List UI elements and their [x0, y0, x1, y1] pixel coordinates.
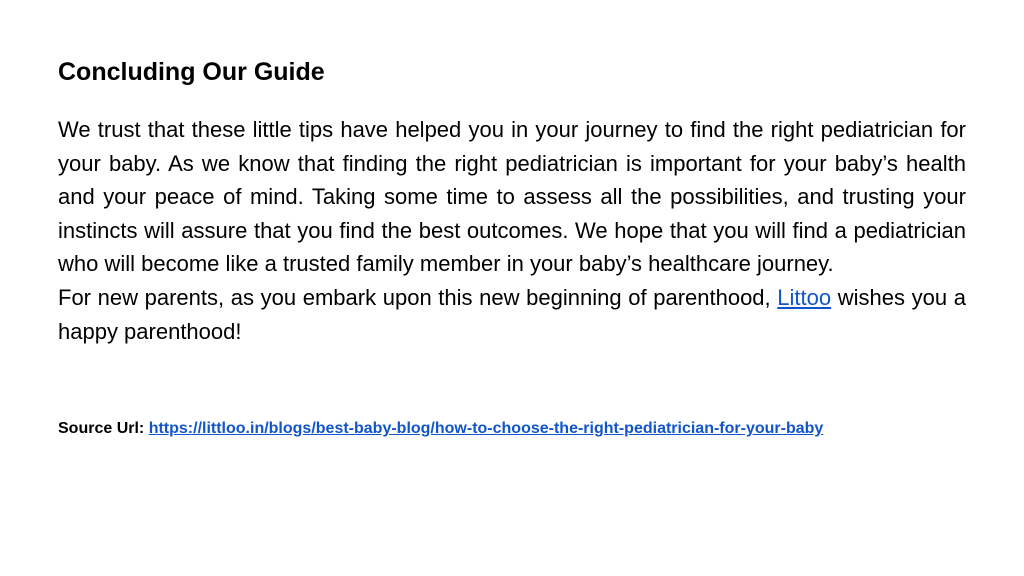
closing-text-after: wishes you a happy parenthood! — [58, 284, 966, 344]
source-line — [58, 418, 823, 440]
littoo-link[interactable]: Littoo — [777, 284, 832, 310]
page-title: Concluding Our Guide — [58, 58, 325, 86]
closing-text-before: For new parents, as you embark upon this new beginning of parenthood, — [58, 284, 778, 310]
slide — [58, 0, 966, 576]
paragraph-intro: We trust that these little tips have helped you in your journey to find the right pediatrician for your baby. As we know that finding the right pediatrician is important for your baby’s health and your peace of mind. Taking some time to assess all the possibilities, and trusting your instincts will assure that you find the best outcomes. We hope that you will find a pediatrician who will become like a trusted family member in your baby’s healthcare journey. — [58, 117, 966, 277]
source-url-link[interactable]: https://littloo.in/blogs/best-baby-blog/how-to-choose-the-right-pediatrician-for-your-baby — [148, 420, 824, 437]
source-label: Source Url: — [58, 420, 149, 437]
body-text — [58, 113, 966, 348]
paragraph-closing — [58, 281, 966, 348]
